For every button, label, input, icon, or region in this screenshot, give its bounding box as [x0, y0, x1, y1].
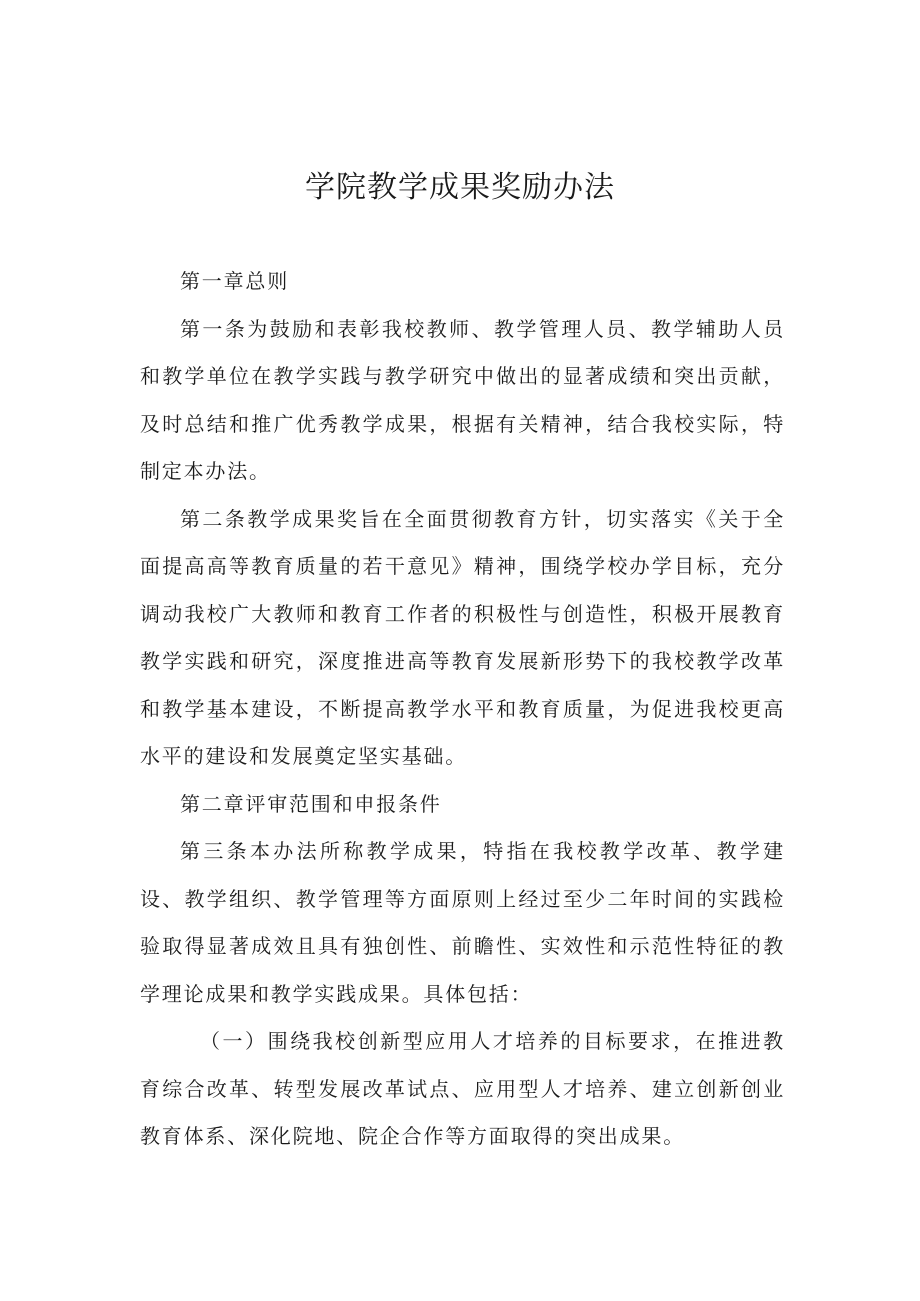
document-title: 学院教学成果奖励办法: [305, 170, 615, 205]
article-paragraph: 第二条教学成果奖旨在全面贯彻教育方针，切实落实《关于全面提高高等教育质量的若干意见》精神，围绕学校办学目标，充分调动我校广大教师和教育工作者的积极性与创造性，积极开展教育教学实践和研究，深度推进高等教育发展新形势下的我校教学改革和教学基本建设，不断提高教学水平和教育质量，为促进我校更高水平的建设和发展奠定坚实基础。: [140, 506, 785, 768]
article-paragraph: 第一条为鼓励和表彰我校教师、教学管理人员、教学辅助人员和教学单位在教学实践与教学研究中做出的显著成绩和突出贡献，及时总结和推广优秀教学成果，根据有关精神，结合我校实际，特制定本办法。: [140, 316, 785, 483]
article-paragraph: 第三条本办法所称教学成果，特指在我校教学改革、教学建设、教学组织、教学管理等方面原则上经过至少二年时间的实践检验取得显著成效且具有独创性、前瞻性、实效性和示范性特征的教学理论成果和教学实践成果。具体包括：: [140, 839, 785, 1006]
chapter-heading: 第二章评审范围和申报条件: [180, 791, 442, 816]
chapter-heading: 第一章总则: [180, 269, 289, 293]
document-body: [140, 258, 785, 1161]
list-item: （一）围绕我校创新型应用人才培养的目标要求，在推进教育综合改革、转型发展改革试点、应用型人才培养、建立创新创业教育体系、深化院地、院企合作等方面取得的突出成果。: [140, 1029, 785, 1148]
